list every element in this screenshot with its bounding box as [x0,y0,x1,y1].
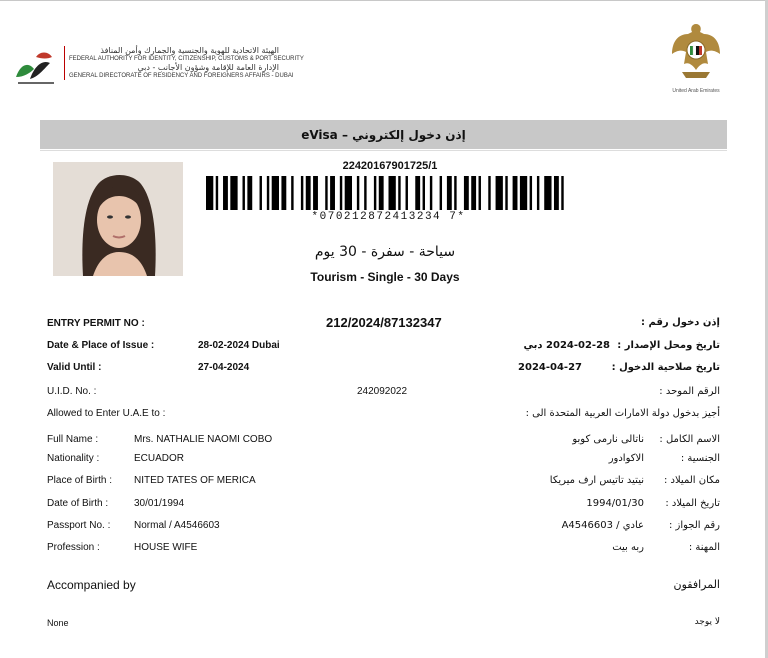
uae-emblem-icon [668,20,724,82]
full-name-value-ar: ناتالى نارمى كوبو [572,434,644,445]
accompanied-value-ar: لا يوجد [694,617,720,627]
birth-date-value-en: 30/01/1994 [134,498,185,509]
authority-logo-icon [10,47,62,89]
uid-value: 242092022 [357,386,408,397]
valid-value-en: 27-04-2024 [198,362,250,373]
evisa-title: إذن دخول إلكتروني – eVisa [301,127,466,142]
issue-label-en: Date & Place of Issue : [47,340,155,351]
profession-label-en: Profession : [47,542,100,553]
birth-date-label-en: Date of Birth : [47,498,109,509]
permit-number: 212/2024/87132347 [326,315,442,330]
permit-label-ar: إذن دخول رقم : [641,317,720,328]
birth-date-label-ar: تاريخ الميلاد : [665,498,720,509]
nationality-value-ar: الاكوادور [608,453,644,464]
birth-place-value-ar: نيتيد تاتيس ارف ميريكا [549,475,644,486]
valid-label-ar: تاريخ صلاحية الدخول : [611,362,720,373]
birth-place-value-en: NITED TATES OF MERICA [134,475,256,486]
authority-en-2: GENERAL DIRECTORATE OF RESIDENCY AND FOREIGNERS AFFAIRS - DUBAI [69,73,294,79]
nationality-label-en: Nationality : [47,453,100,464]
uid-label-en: U.I.D. No. : [47,386,97,397]
full-name-label-en: Full Name : [47,434,99,445]
authority-name-block [64,46,304,80]
profession-value-ar: ربه بيت [612,542,644,553]
evisa-title-bar [40,120,727,149]
authority-en-1: FEDERAL AUTHORITY FOR IDENTITY, CITIZENSHIP, CUSTOMS & PORT SECURITY [69,56,304,62]
nationality-label-ar: الجنسية : [680,453,720,464]
full-name-label-ar: الاسم الكامل : [659,434,720,445]
allowed-label-en: Allowed to Enter U.A.E to : [47,408,166,419]
accompanied-value-en: None [47,618,69,628]
passport-label-ar: رقم الجواز : [668,520,720,531]
permit-label-en: ENTRY PERMIT NO : [47,318,145,329]
nationality-value-en: ECUADOR [134,453,185,464]
page-top-border [0,0,768,1]
birth-place-label-ar: مكان الميلاد : [663,475,720,486]
accompanied-label-en: Accompanied by [47,578,136,592]
issue-label-ar: تاريخ ومحل الإصدار : [617,340,720,351]
visa-type-en: Tourism - Single - 30 Days [310,270,460,284]
profession-value-en: HOUSE WIFE [134,542,198,553]
authority-ar-2: الإدارة العامة للإقامة وشؤون الأجانب - دبي [137,63,279,72]
accompanied-label-ar: المرافقون [673,578,720,591]
reference-number: 22420167901725/1 [342,160,438,172]
full-name-value-en: Mrs. NATHALIE NAOMI COBO [134,434,273,445]
title-divider [40,150,727,151]
barcode-icon [206,176,571,210]
birth-place-label-en: Place of Birth : [47,475,113,486]
valid-value-ar: 2024-04-27 [518,362,582,373]
applicant-photo [53,162,183,276]
issue-value-en: 28-02-2024 Dubai [198,340,280,351]
visa-type-ar: سياحة - سفرة - 30 يوم [314,244,456,260]
passport-label-en: Passport No. : [47,520,111,531]
profession-label-ar: المهنة : [688,542,720,553]
passport-value-en: Normal / A4546603 [134,520,220,531]
barcode-text: *070212872413234 7* [311,211,466,223]
allowed-label-ar: أجيز بدخول دولة الامارات العربية المتحدة الى : [525,408,720,419]
issue-value-ar: 2024-02-28 دبي [523,340,610,351]
passport-value-ar: عادي / A4546603 [561,520,644,531]
uid-label-ar: الرقم الموحد : [659,386,720,397]
emblem-label: United Arab Emirates [672,88,720,94]
valid-label-en: Valid Until : [47,362,102,373]
birth-date-value-ar: 1994/01/30 [586,498,644,509]
authority-ar-1: الهيئة الاتحادية للهوية والجنسية والجمارك وأمن المنافذ [100,46,279,55]
portrait-icon [53,162,183,276]
